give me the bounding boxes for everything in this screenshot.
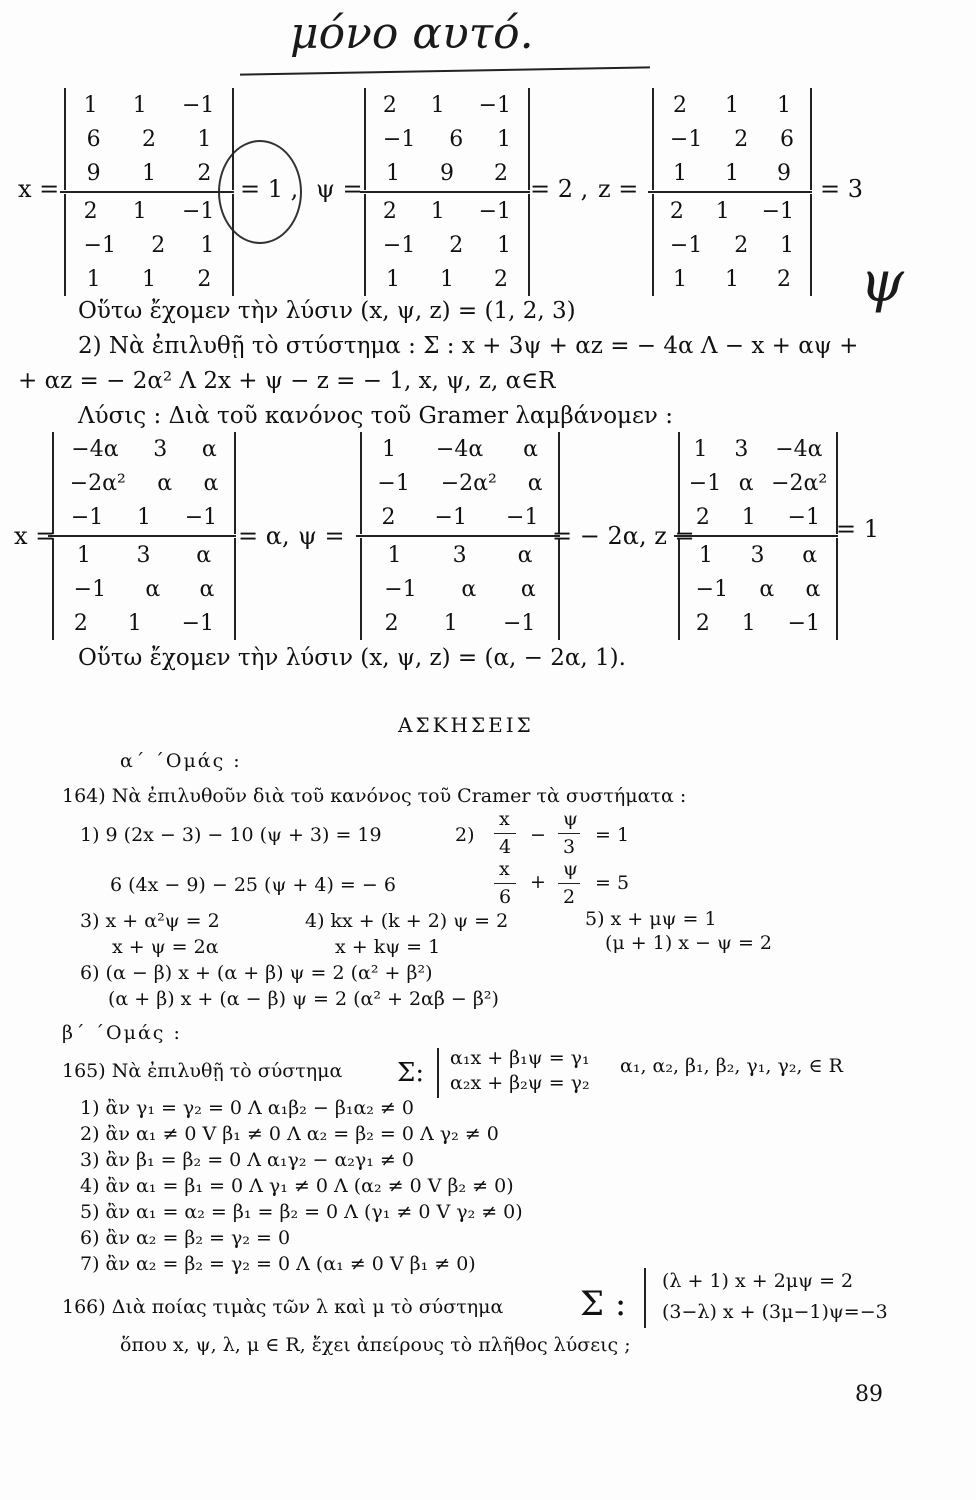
- det-cell: α: [805, 576, 821, 602]
- det-cell: −2α²: [440, 470, 497, 496]
- minus-sign: −: [530, 824, 546, 846]
- det-cell: −1: [181, 92, 215, 118]
- det-cell: −1: [695, 576, 729, 602]
- y-denominator-det: [364, 194, 530, 296]
- det-cell: 2: [151, 232, 166, 258]
- handwritten-mark: ψ: [860, 250, 904, 315]
- det-cell: 2: [673, 92, 687, 118]
- det-row: [654, 122, 810, 156]
- det-row: [54, 538, 234, 572]
- det-cell: 1: [741, 504, 756, 530]
- det-row: [680, 606, 836, 640]
- case-1: 1) ἂν γ₁ = γ₂ = 0 Λ α₁β₂ − β₁α₂ ≠ 0: [80, 1097, 414, 1119]
- det-cell: α: [523, 436, 538, 462]
- problem-2-line-a: 2) Νὰ ἐπιλυθῇ τὸ στύστημα : Σ : x + 3ψ + αz = − 4α Λ − x + αψ +: [78, 333, 859, 359]
- det-cell: 1: [780, 232, 795, 258]
- z-value-2: = 1: [836, 515, 880, 543]
- det-cell: 9: [440, 160, 454, 186]
- det-cell: 2: [494, 160, 508, 186]
- det-cell: 1: [430, 198, 445, 224]
- det-cell: 6: [449, 126, 464, 152]
- det-row: [362, 432, 558, 466]
- det-cell: 1: [387, 542, 402, 568]
- case-6: 6) ἂν α₂ = β₂ = γ₂ = 0: [80, 1227, 291, 1249]
- ex165-eq2: α₂x + β₂ψ = γ₂: [450, 1072, 590, 1094]
- det-cell: −1: [70, 504, 104, 530]
- y-value-2: = − 2α, z =: [552, 522, 695, 550]
- det-cell: 2: [83, 198, 98, 224]
- det-cell: 1: [741, 610, 756, 636]
- det-cell: 1: [777, 92, 791, 118]
- det-row: [680, 572, 836, 606]
- det-row: [366, 194, 528, 228]
- det-cell: α: [196, 542, 212, 568]
- det-row: [366, 88, 528, 122]
- frac-3-den: 3: [563, 836, 576, 858]
- det-cell: 3: [452, 542, 467, 568]
- x-denominator-det: [52, 538, 236, 640]
- det-cell: −1: [506, 504, 539, 530]
- det-row: [66, 156, 232, 190]
- case-5: 5) ἂν α₁ = α₂ = β₁ = β₂ = 0 Λ (γ₁ ≠ 0 V γ₂ ≠ 0): [80, 1201, 523, 1223]
- handwritten-underline: [240, 66, 650, 75]
- ex165-eq1: α₁x + β₁ψ = γ₁: [450, 1047, 590, 1069]
- det-cell: −1: [669, 126, 703, 152]
- z-label: z =: [598, 175, 639, 203]
- det-row: [362, 606, 558, 640]
- x-fraction-bar: [48, 535, 236, 537]
- det-cell: 2: [73, 610, 88, 636]
- y-numerator-det: [364, 88, 530, 190]
- det-cell: −1: [384, 576, 417, 602]
- case-7: 7) ἂν α₂ = β₂ = γ₂ = 0 Λ (α₁ ≠ 0 V β₁ ≠ 0): [80, 1253, 476, 1275]
- det-cell: −1: [787, 610, 821, 636]
- det-row: [366, 262, 528, 296]
- det-row: [366, 156, 528, 190]
- sigma-166: Σ :: [580, 1284, 627, 1324]
- det-cell: 3: [136, 542, 151, 568]
- x-label-2: x =: [14, 522, 56, 550]
- eq-5a: 5) x + μψ = 1: [585, 908, 717, 930]
- y-label-2: ψ =: [298, 522, 345, 550]
- eq-6b: (α + β) x + (α − β) ψ = 2 (α² + 2αβ − β²): [108, 988, 499, 1010]
- x-fraction-bar: [60, 191, 234, 193]
- det-row: [366, 228, 528, 262]
- det-row: [66, 194, 232, 228]
- det-cell: α: [527, 470, 543, 496]
- det-cell: 1: [693, 436, 708, 462]
- z-numerator-det: [652, 88, 812, 190]
- det-cell: −1: [669, 232, 703, 258]
- det-row: [362, 500, 558, 534]
- eq-3a: 3) x + α²ψ = 2: [80, 910, 220, 932]
- ex165-set: α₁, α₂, β₁, β₂, γ₁, γ₂, ∈ R: [620, 1055, 843, 1077]
- frac-4-den: 4: [499, 836, 512, 858]
- det-row: [680, 538, 836, 572]
- det-row: [54, 500, 234, 534]
- frac-y-num-2: ψ: [563, 858, 578, 880]
- det-cell: 3: [153, 436, 168, 462]
- det-cell: 1: [136, 504, 151, 530]
- det-cell: 6: [780, 126, 795, 152]
- case-3: 3) ἂν β₁ = β₂ = 0 Λ α₁γ₂ − α₂γ₁ ≠ 0: [80, 1149, 414, 1171]
- eq-1b: 6 (4x − 9) − 25 (ψ + 4) = − 6: [110, 874, 396, 896]
- det-cell: α: [520, 576, 536, 602]
- frac-x-num: x: [499, 808, 510, 830]
- det-cell: 2: [734, 126, 749, 152]
- exercise-166: 166) Διὰ ποίας τιμὰς τῶν λ καὶ μ τὸ σύστημα: [62, 1296, 504, 1318]
- det-cell: −1: [181, 610, 215, 636]
- det-row: [654, 194, 810, 228]
- solution-intro: Λύσις : Διὰ τοῦ κανόνος τοῦ Gramer λαμβάνομεν :: [78, 403, 673, 429]
- det-cell: α: [201, 436, 217, 462]
- det-cell: −1: [688, 470, 722, 496]
- det-cell: 2: [382, 198, 397, 224]
- case-2: 2) ἂν α₁ ≠ 0 V β₁ ≠ 0 Λ α₂ = β₂ = 0 Λ γ₂ ≠ 0: [80, 1123, 499, 1145]
- det-cell: 1: [132, 198, 147, 224]
- eq-2-prefix: 2): [455, 824, 475, 846]
- det-cell: 2: [381, 504, 396, 530]
- det-cell: −1: [761, 198, 795, 224]
- det-cell: 2: [777, 266, 791, 292]
- exercise-164: 164) Νὰ ἐπιλυθοῦν διὰ τοῦ κανόνος τοῦ Cramer τὰ συστήματα :: [62, 785, 687, 807]
- y-numerator-det: [360, 432, 560, 534]
- det-cell: 1: [141, 266, 156, 292]
- det-row: [366, 122, 528, 156]
- det-cell: −1: [787, 504, 821, 530]
- eq-5b: (μ + 1) x − ψ = 2: [605, 932, 773, 954]
- page-number: 89: [855, 1382, 883, 1407]
- det-cell: 1: [127, 610, 142, 636]
- det-row: [54, 572, 234, 606]
- det-cell: 9: [86, 160, 101, 186]
- det-cell: −1: [478, 198, 512, 224]
- group-a-label: α΄ ΄Ομάς :: [120, 750, 242, 772]
- det-cell: −4α: [435, 436, 484, 462]
- det-row: [362, 538, 558, 572]
- det-cell: α: [145, 576, 161, 602]
- x-value-2: = α,: [238, 522, 290, 550]
- y-denominator-det: [360, 538, 560, 640]
- det-cell: α: [759, 576, 775, 602]
- det-cell: −2α²: [69, 470, 126, 496]
- eq-1a: 1) 9 (2x − 3) − 10 (ψ + 3) = 19: [80, 824, 382, 846]
- z-value: = 3: [820, 175, 864, 203]
- det-cell: 2: [197, 266, 212, 292]
- det-cell: 1: [443, 610, 458, 636]
- det-cell: 1: [381, 436, 396, 462]
- det-cell: 2: [384, 610, 399, 636]
- det-cell: 1: [132, 92, 147, 118]
- det-cell: 3: [734, 436, 749, 462]
- solution-line-2: Οὕτω ἔχομεν τὴν λύσιν (x, ψ, z) = (α, − 2α, 1).: [78, 645, 626, 671]
- det-cell: 2: [695, 610, 710, 636]
- det-cell: 1: [83, 92, 98, 118]
- det-cell: 1: [673, 266, 687, 292]
- case-4: 4) ἂν α₁ = β₁ = 0 Λ γ₁ ≠ 0 Λ (α₂ ≠ 0 V β₂ ≠ 0): [80, 1175, 514, 1197]
- det-cell: −4α: [775, 436, 823, 462]
- z-fraction-bar: [648, 191, 812, 193]
- plus-sign: +: [530, 871, 546, 893]
- det-cell: α: [802, 542, 818, 568]
- z-denominator-det: [678, 538, 838, 640]
- det-cell: α: [157, 470, 173, 496]
- frac-x-num-2: x: [499, 858, 510, 880]
- det-cell: −1: [434, 504, 467, 530]
- det-cell: 1: [497, 232, 512, 258]
- eq-6a: 6) (α − β) x + (α + β) ψ = 2 (α² + β²): [80, 962, 433, 984]
- det-cell: 1: [725, 92, 739, 118]
- det-cell: −1: [184, 504, 218, 530]
- det-cell: −1: [478, 92, 512, 118]
- det-cell: 6: [86, 126, 101, 152]
- det-row: [54, 466, 234, 500]
- det-cell: 2: [669, 198, 684, 224]
- det-cell: −1: [181, 198, 215, 224]
- det-cell: 1: [197, 126, 212, 152]
- det-cell: 1: [76, 542, 91, 568]
- solution-line-1: Οὕτω ἔχομεν τὴν λύσιν (x, ψ, z) = (1, 2, 3): [78, 298, 576, 324]
- det-cell: −2α²: [771, 470, 828, 496]
- det-cell: 1: [386, 160, 400, 186]
- det-cell: 9: [777, 160, 791, 186]
- det-cell: 2: [449, 232, 464, 258]
- z-fraction-bar: [674, 535, 838, 537]
- problem-2-line-b: + αz = − 2α² Λ 2x + ψ − z = − 1, x, ψ, z, α∈R: [18, 368, 556, 394]
- eq-3b: x + ψ = 2α: [112, 936, 219, 958]
- det-cell: −1: [382, 126, 416, 152]
- det-row: [362, 466, 558, 500]
- sigma-165: Σ:: [397, 1058, 425, 1088]
- det-row: [680, 432, 836, 466]
- det-cell: α: [199, 576, 215, 602]
- frac-2-den: 2: [563, 886, 576, 908]
- eq-2b-rhs: = 5: [595, 872, 630, 894]
- handwritten-note: μόνο αυτό.: [290, 8, 534, 59]
- y-value: = 2 ,: [530, 175, 589, 203]
- det-cell: α: [738, 470, 754, 496]
- det-cell: 1: [698, 542, 713, 568]
- ex166-eq1: (λ + 1) x + 2μψ = 2: [662, 1270, 854, 1292]
- det-cell: −1: [382, 232, 416, 258]
- det-cell: α: [461, 576, 477, 602]
- eq-2a-rhs: = 1: [595, 824, 630, 846]
- det-cell: 2: [494, 266, 508, 292]
- det-row: [54, 432, 234, 466]
- det-cell: α: [517, 542, 533, 568]
- det-cell: −1: [502, 610, 536, 636]
- det-row: [66, 228, 232, 262]
- det-cell: 1: [430, 92, 445, 118]
- det-cell: 3: [750, 542, 765, 568]
- det-cell: 1: [715, 198, 730, 224]
- det-cell: −1: [73, 576, 107, 602]
- det-cell: 1: [725, 160, 739, 186]
- det-row: [66, 122, 232, 156]
- det-row: [654, 156, 810, 190]
- det-cell: 1: [440, 266, 454, 292]
- det-cell: 2: [141, 126, 156, 152]
- exercise-165: 165) Νὰ ἐπιλυθῇ τὸ σύστημα: [62, 1060, 343, 1082]
- det-cell: −4α: [71, 436, 119, 462]
- eq-4a: 4) kx + (k + 2) ψ = 2: [305, 910, 509, 932]
- det-cell: −1: [83, 232, 117, 258]
- frac-y-num: ψ: [563, 808, 578, 830]
- det-cell: α: [203, 470, 219, 496]
- det-cell: 2: [695, 504, 710, 530]
- det-cell: 1: [673, 160, 687, 186]
- x-numerator-det: [52, 432, 236, 534]
- det-row: [54, 606, 234, 640]
- det-cell: −1: [377, 470, 410, 496]
- det-cell: 1: [386, 266, 400, 292]
- det-cell: 1: [200, 232, 215, 258]
- x-numerator-det: [64, 88, 234, 190]
- det-row: [680, 466, 836, 500]
- det-cell: 2: [197, 160, 212, 186]
- x-label: x =: [18, 175, 60, 203]
- group-b-label: β΄ ΄Ομάς :: [62, 1022, 182, 1044]
- x-value: = 1 ,: [240, 175, 299, 203]
- det-row: [654, 88, 810, 122]
- exercises-heading: ΑΣΚΗΣΕΙΣ: [398, 713, 534, 737]
- det-row: [66, 262, 232, 296]
- det-cell: 1: [725, 266, 739, 292]
- z-denominator-det: [652, 194, 812, 296]
- det-row: [654, 262, 810, 296]
- ex166-eq2: (3−λ) x + (3μ−1)ψ=−3: [662, 1301, 888, 1323]
- y-fraction-bar: [356, 535, 560, 537]
- det-row: [66, 88, 232, 122]
- det-cell: 1: [141, 160, 156, 186]
- x-denominator-det: [64, 194, 234, 296]
- eq-4b: x + kψ = 1: [335, 936, 441, 958]
- det-row: [362, 572, 558, 606]
- det-row: [654, 228, 810, 262]
- det-cell: 1: [497, 126, 512, 152]
- y-fraction-bar: [360, 191, 530, 193]
- z-numerator-det: [678, 432, 838, 534]
- exercise-166-condition: ὅπου x, ψ, λ, μ ∈ R, ἔχει ἀπείρους τὸ πλῆθος λύσεις ;: [120, 1334, 631, 1356]
- det-cell: 2: [382, 92, 397, 118]
- det-row: [680, 500, 836, 534]
- det-cell: 2: [734, 232, 749, 258]
- det-cell: 1: [86, 266, 101, 292]
- y-label: ψ =: [316, 175, 363, 203]
- frac-6-den: 6: [499, 886, 512, 908]
